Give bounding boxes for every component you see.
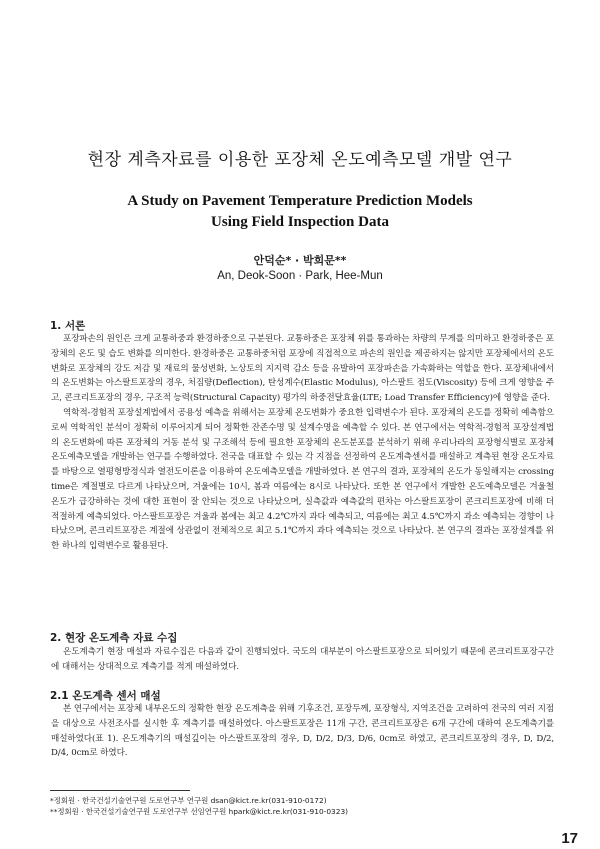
- english-title-line-1: A Study on Pavement Temperature Prediction Models: [127, 193, 473, 209]
- footnotes: [50, 795, 550, 817]
- page-number: 17: [561, 830, 578, 847]
- section-1-heading: 1. 서론: [50, 320, 86, 332]
- footnote-2: **정회원 · 한국건설기술연구원 도로연구부 선임연구원 hpark@kict.re.kr(031-910-0323): [50, 807, 349, 816]
- section-2-heading: 2. 현장 온도계측 자료 수집: [50, 632, 178, 644]
- paragraph: 온도계측기 현장 매설과 자료수집은 다음과 같이 진행되었다. 국도의 대부분이 아스팔트포장으로 되어있기 때문에 콘크리트포장구간에 대해서는 상대적으로 계측기를 적게 매설하였다.: [51, 647, 554, 672]
- footnote-divider: [50, 790, 190, 791]
- authors-english: An, Deok-Soon · Park, Hee-Mun: [217, 270, 383, 282]
- section-2-1-body: [51, 702, 554, 761]
- english-title: [40, 191, 560, 233]
- section-1-body: [51, 332, 554, 554]
- paragraph: 역학적-경험적 포장설계법에서 공용성 예측을 위해서는 포장체 온도변화가 중요한 입력변수가 된다. 포장체의 온도를 정확히 예측함으로써 역학적인 분석이 정확히 이루어지게 되어 정확한 잔존수명 및 설계수명을 예측할 수 있다. 본 연구에서는 역학적-경험적 포장설계법의 온도변화에 따른 포장체의 거동 분석 및 구조해석 등에 필요한 포장체의 온도분포를 분석하기 위해 우리나라의 포장형식별로 포장체 온도예측모델을 개발하는 연구를 수행하였다. 전국을 대표할 수 있는 각 지점을 선정하여 온도계측센서를 매설하고 계측된 현장 온도자료를 바탕으로 열평형방정식과 열전도이론을 이용하여 온도예측모델을 개발하였다. 본 연구의 결과, 포장체의 온도가 동일해지는 crossing time은 계절별로 다르게 나타났으며, 겨울에는 10시, 봄과 여름에는 8시로 나타났다. 또한 본 연구에서 개발한 온도예측모델은 겨울철 온도가 급강하하는 것에 대한 표현이 잘 안되는 것으로 나타났으며, 실측값과 예측값의 편차는 아스팔트포장이 콘크리트포장에 비해 더 적절하게 예측되었다. 아스팔트포장은 겨울과 봄에는 최고 4.2℃까지 과다 예측되고, 여름에는 최고 4.5℃까지 과소 예측되는 경향이 나타났으며, 콘크리트포장은 계절에 상관없이 전체적으로 최고 5.1℃까지 과다 예측되는 것으로 나타났다. 본 연구의 결과는 포장설계를 위한 하나의 입력변수로 활용된다.: [51, 407, 554, 552]
- footnote-1: *정회원 · 한국건설기술연구원 도로연구부 연구원 dsan@kict.re.kr(031-910-0172): [50, 796, 327, 805]
- paragraph: 본 연구에서는 포장체 내부온도의 정확한 현장 온도계측을 위해 기후조건, 포장두께, 포장형식, 지역조건을 고려하여 전국의 여러 지점을 대상으로 사전조사를 실시한 후 계측기를 매설하였다. 아스팔트포장은 11개 구간, 콘크리트포장은 6개 구간에 대하여 온도계측기를 매설하였다(표 1). 온도계측기의 매설깊이는 아스팔트포장의 경우, D, D/2, D/3, D/6, 0cm로 하였고, 콘크리트포장의 경우, D, D/2, D/4, 0cm로 하였다.: [51, 704, 554, 759]
- authors-korean: 안덕순* · 박희문**: [253, 254, 347, 267]
- korean-title: 현장 계측자료를 이용한 포장체 온도예측모델 개발 연구: [87, 150, 513, 170]
- section-2-body: [51, 645, 554, 675]
- english-title-line-2: Using Field Inspection Data: [211, 214, 389, 230]
- paragraph: 포장파손의 원인은 크게 교통하중과 환경하중으로 구분된다. 교통하중은 포장체 위를 통과하는 차량의 무게를 의미하고 환경하중은 포장체의 온도 및 습도 변화를 의미한다. 환경하중은 교통하중처럼 포장에 직접적으로 파손의 원인을 제공하지는 않지만 포장체에서의 온도변화로 포장체의 강도 저감 및 재료의 물성변화, 노상토의 지지력 감소 등을 유발하여 포장파손을 가속화하는 역할을 한다. 포장체내에서의 온도변화는 아스팔트포장의 경우, 처짐량(Deflection), 탄성계수(Elastic Modulus), 아스팔트 점도(Viscosity) 등에 크게 영향을 주고, 콘크리트포장의 경우, 구조적 능력(Structural Capacity) 평가의 하중전달효율(LTE; Load Transfer Efficiency)에 영향을 준다.: [51, 334, 554, 404]
- section-2-1-heading: 2.1 온도계측 센서 매설: [50, 690, 161, 702]
